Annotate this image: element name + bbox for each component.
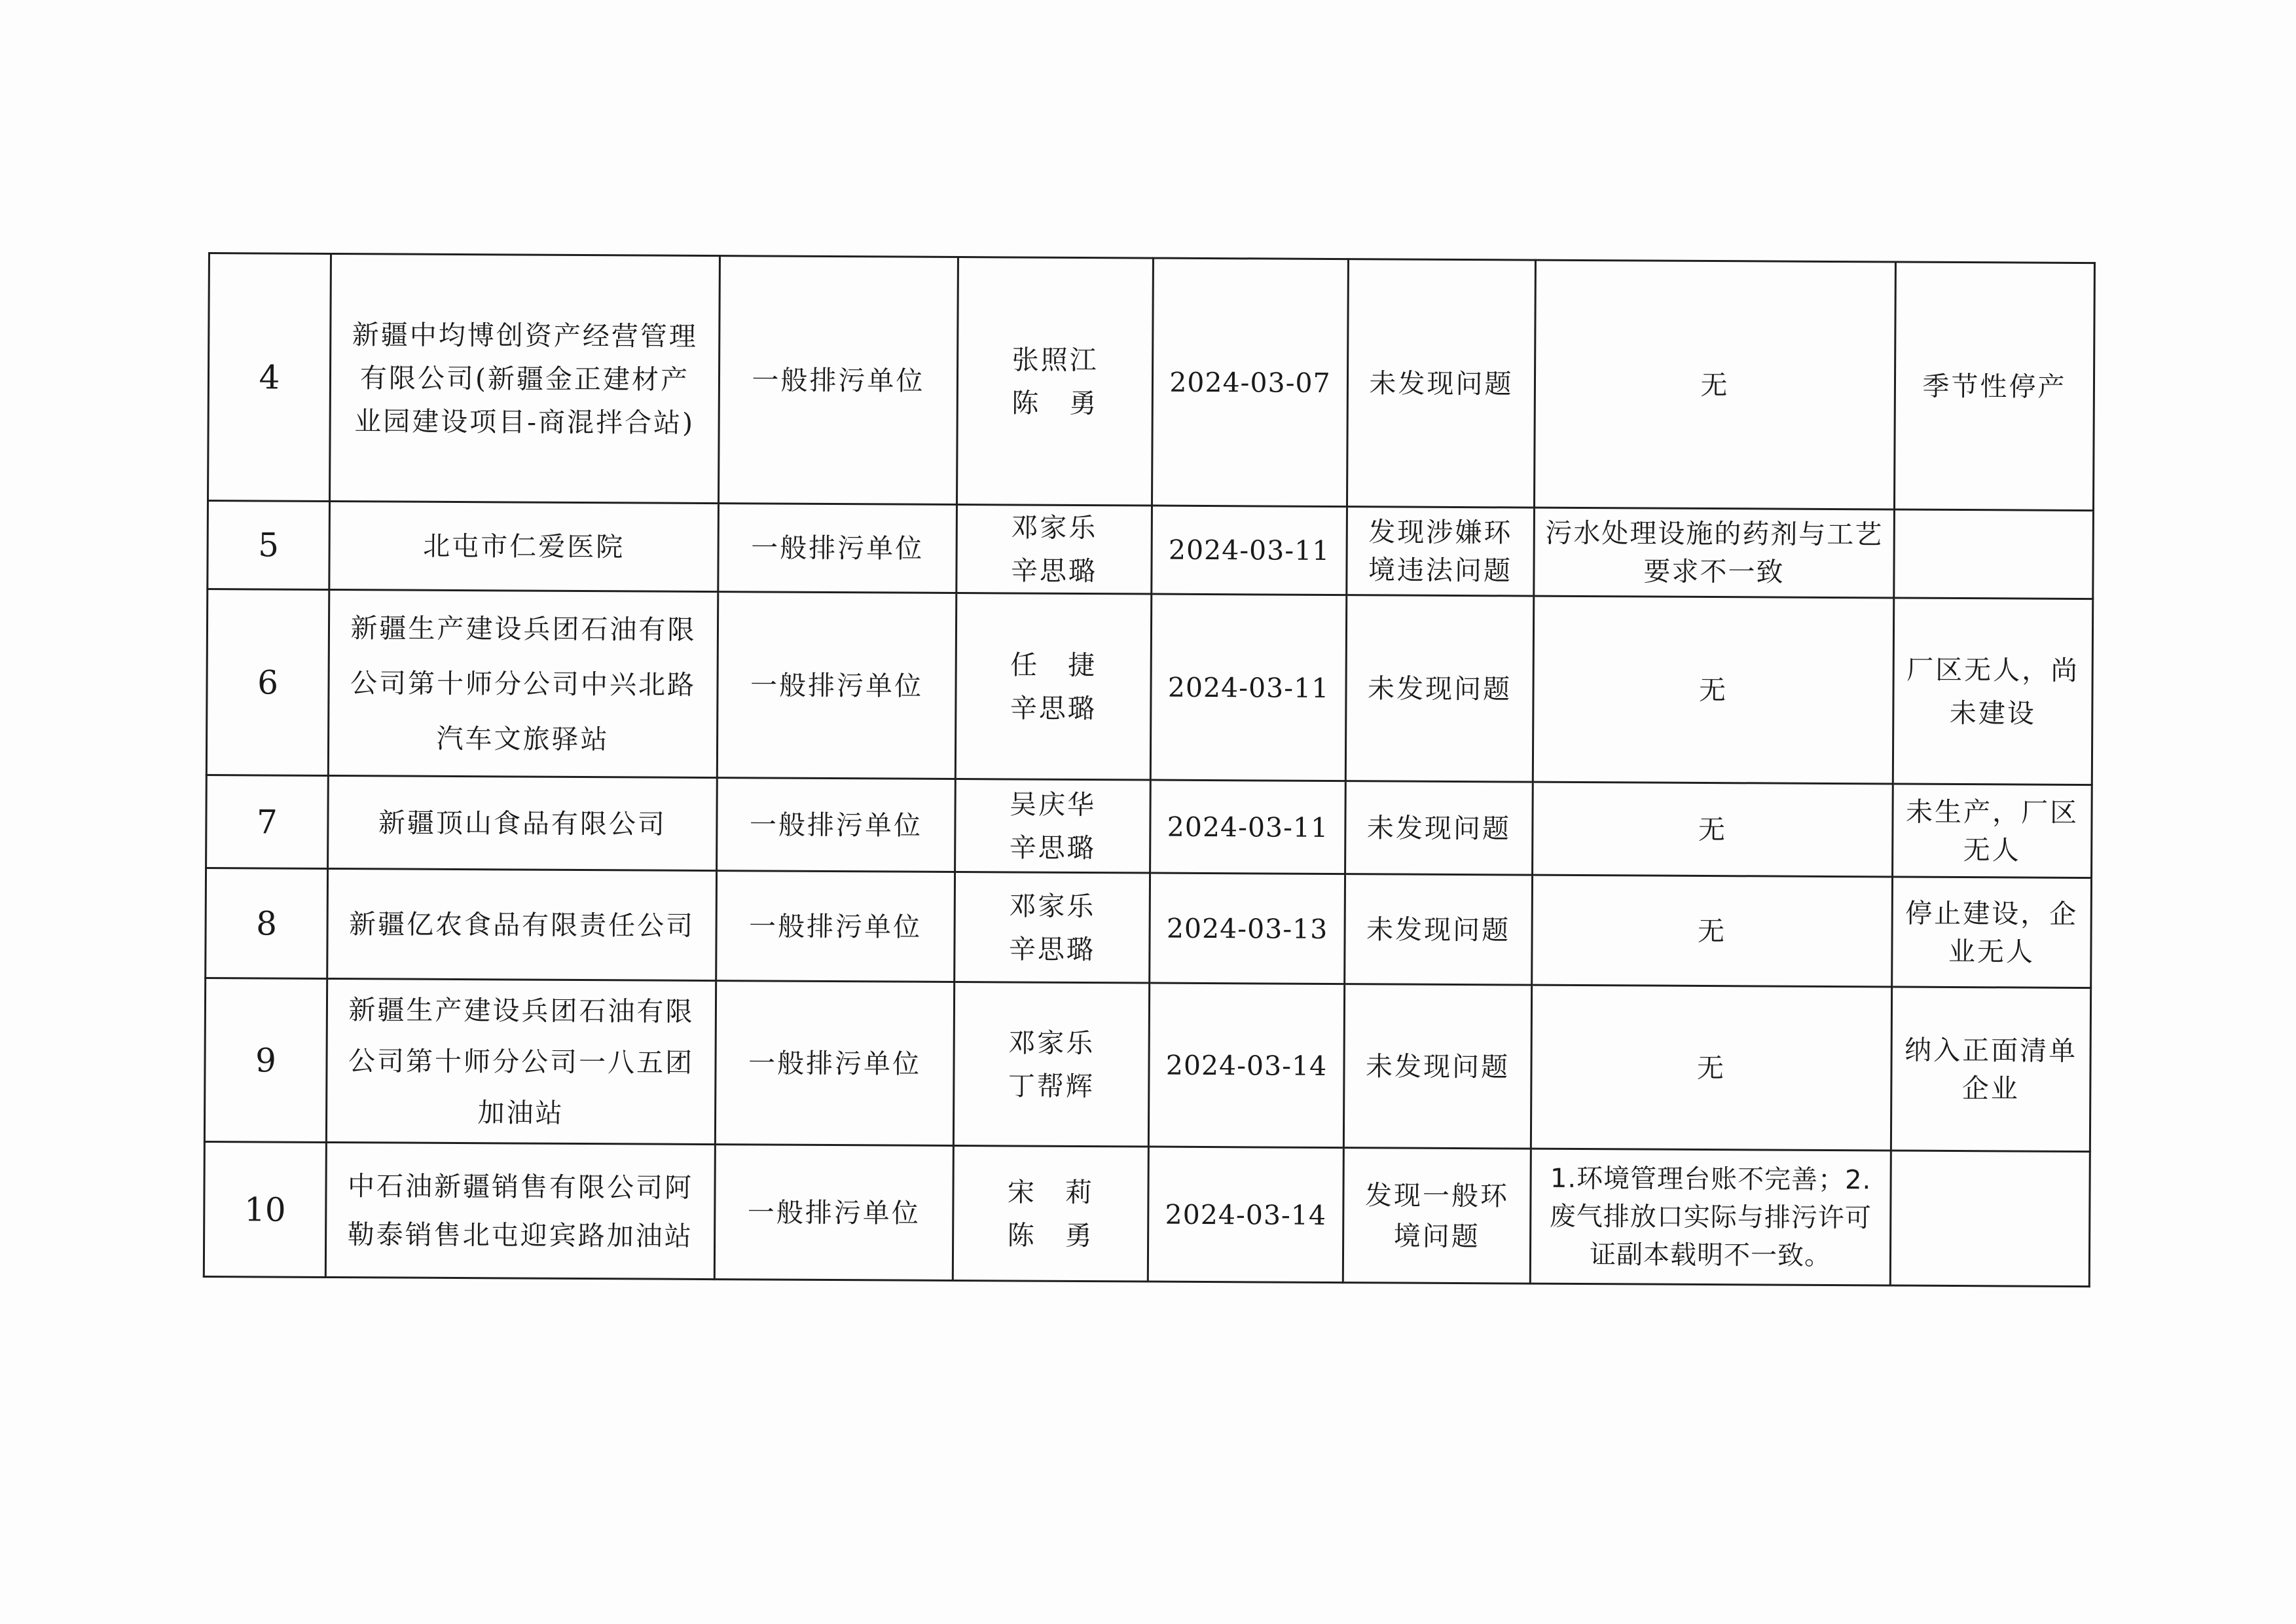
issues: 无 (1532, 875, 1893, 987)
table-row (208, 501, 2094, 599)
inspection-date: 2024-03-11 (1152, 506, 1347, 595)
row-number: 8 (206, 868, 328, 978)
remark (1890, 1151, 2090, 1287)
unit-type: 一般排污单位 (717, 778, 956, 872)
inspection-date: 2024-03-11 (1150, 594, 1346, 781)
table-row (206, 775, 2092, 877)
inspection-date: 2024-03-07 (1152, 258, 1348, 507)
issues: 污水处理设施的药剂与工艺要求不一致 (1534, 507, 1895, 598)
row-number: 5 (208, 501, 330, 590)
unit-type: 一般排污单位 (716, 871, 955, 982)
company-name: 中石油新疆销售有限公司阿勒泰销售北屯迎宾路加油站 (325, 1142, 715, 1279)
table-row (206, 589, 2092, 785)
issues: 无 (1534, 260, 1895, 509)
company-name: 新疆顶山食品有限公司 (328, 775, 718, 870)
table-row (204, 1141, 2090, 1286)
company-name: 新疆生产建设兵团石油有限公司第十师分公司中兴北路汽车文旅驿站 (328, 589, 718, 777)
inspection-result: 未发现问题 (1343, 984, 1531, 1149)
inspection-result: 发现一般环境问题 (1343, 1148, 1531, 1283)
company-name: 新疆生产建设兵团石油有限公司第十师分公司一八五团加油站 (326, 978, 716, 1144)
inspector-name: 邓家乐 (1008, 1026, 1095, 1059)
row-number: 6 (206, 589, 329, 776)
inspector-name: 宋 莉 (1007, 1175, 1095, 1208)
inspection-date: 2024-03-13 (1150, 873, 1345, 984)
inspection-result: 发现涉嫌环境违法问题 (1347, 507, 1535, 596)
unit-type: 一般排污单位 (717, 592, 956, 779)
inspectors (955, 779, 1151, 873)
inspection-date: 2024-03-14 (1148, 983, 1344, 1148)
inspectors (955, 872, 1150, 983)
inspection-date: 2024-03-11 (1150, 780, 1346, 874)
inspectors (955, 593, 1151, 780)
issues: 无 (1533, 596, 1893, 784)
inspector-name: 辛思璐 (1009, 831, 1096, 864)
company-name: 新疆中均博创资产经营管理有限公司(新疆金正建材产业园建设项目-商混拌合站) (330, 253, 720, 503)
inspector-name: 邓家乐 (1009, 889, 1096, 922)
remark: 停止建设，企业无人 (1892, 877, 2092, 988)
inspection-result: 未发现问题 (1345, 781, 1533, 875)
inspector-name: 辛思璐 (1010, 555, 1098, 587)
row-number: 4 (208, 253, 331, 502)
inspector-name: 张照江 (1011, 343, 1099, 376)
inspection-table (203, 252, 2096, 1287)
unit-type: 一般排污单位 (714, 1145, 953, 1281)
inspector-name: 吴庆华 (1009, 788, 1097, 821)
inspectors (957, 257, 1153, 506)
inspection-date: 2024-03-14 (1148, 1147, 1343, 1283)
inspector-name: 丁帮辉 (1008, 1069, 1095, 1102)
issues: 无 (1533, 782, 1893, 877)
inspector-name: 陈 勇 (1011, 386, 1099, 419)
remark (1894, 509, 2094, 599)
table-row (208, 253, 2095, 511)
table-row (206, 868, 2092, 987)
unit-type: 一般排污单位 (715, 981, 954, 1146)
inspectors (957, 504, 1152, 594)
inspection-result: 未发现问题 (1345, 874, 1533, 985)
inspectors (953, 1145, 1148, 1282)
table-row (204, 978, 2090, 1151)
row-number: 7 (206, 775, 329, 868)
company-name: 北屯市仁爱医院 (329, 501, 719, 591)
inspection-result: 未发现问题 (1347, 259, 1535, 507)
issues: 无 (1531, 985, 1891, 1151)
inspectors (953, 982, 1149, 1147)
inspector-name: 任 捷 (1010, 648, 1097, 681)
unit-type: 一般排污单位 (719, 256, 958, 505)
remark: 厂区无人，尚未建设 (1893, 598, 2092, 785)
inspection-result: 未发现问题 (1345, 595, 1533, 782)
inspector-name: 辛思璐 (1008, 932, 1096, 965)
company-name: 新疆亿农食品有限责任公司 (327, 868, 717, 980)
remark: 纳入正面清单企业 (1891, 987, 2090, 1152)
remark: 未生产，厂区无人 (1893, 784, 2092, 878)
inspector-name: 辛思璐 (1010, 692, 1097, 724)
issues: 1.环境管理台账不完善；2.废气排放口实际与排污许可证副本载明不一致。 (1530, 1149, 1891, 1285)
inspector-name: 陈 勇 (1007, 1219, 1094, 1251)
inspector-name: 邓家乐 (1011, 511, 1098, 544)
unit-type: 一般排污单位 (718, 504, 957, 593)
row-number: 9 (204, 978, 327, 1142)
row-number: 10 (204, 1141, 326, 1277)
remark: 季节性停产 (1894, 262, 2094, 511)
